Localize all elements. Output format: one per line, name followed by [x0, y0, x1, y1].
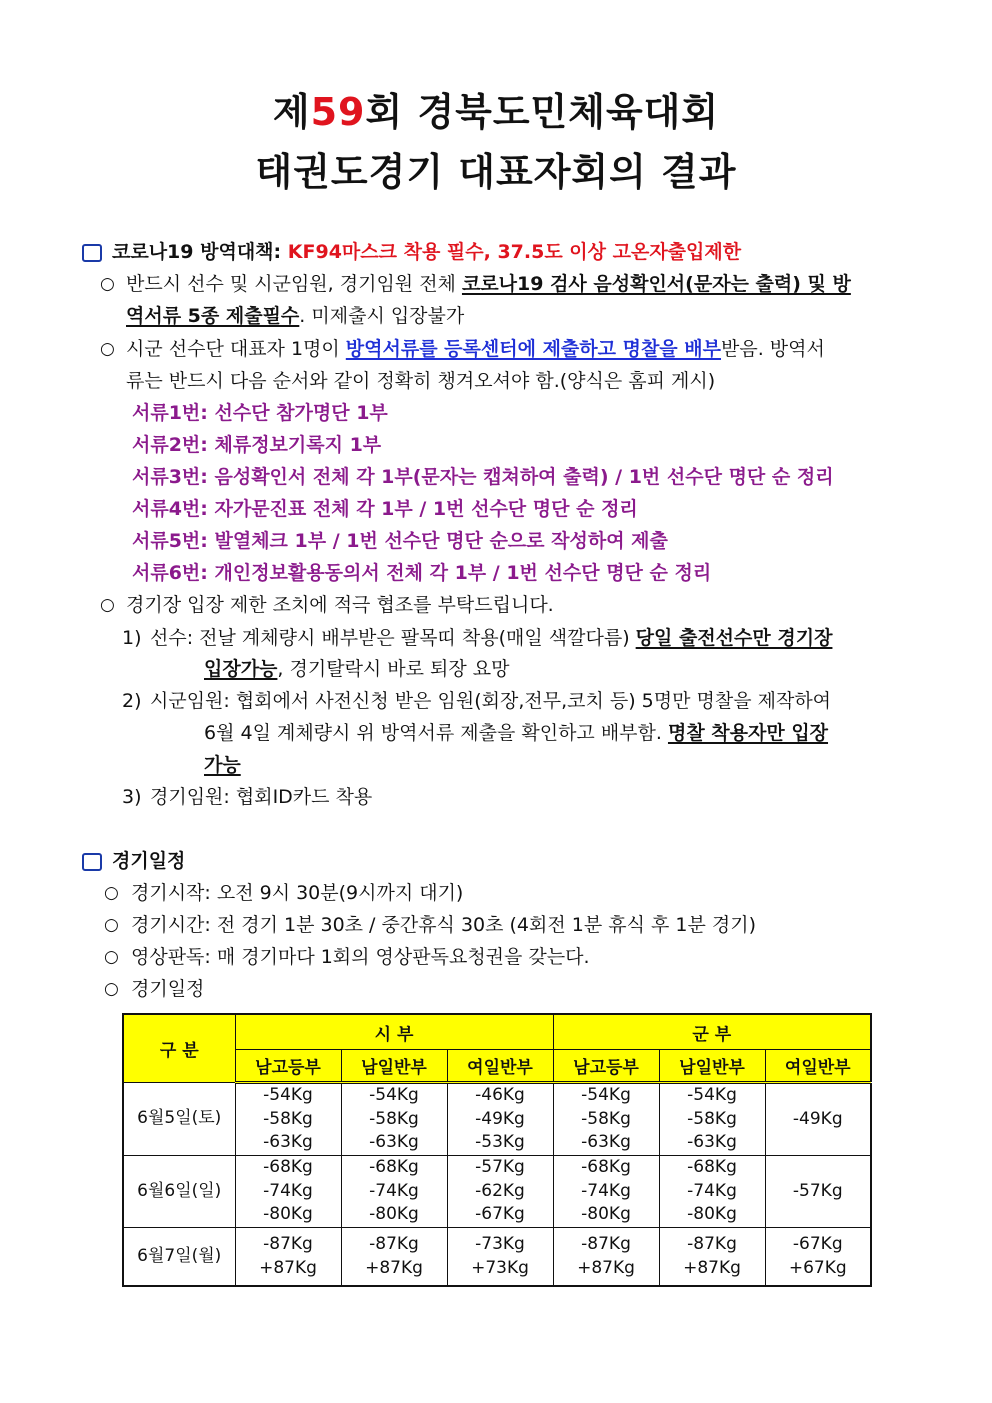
item1-emphasis-cont: 역서류 5종 제출필수	[126, 305, 300, 327]
weight-class: -54Kg	[263, 1085, 313, 1106]
schedule-label-text: 경기일정	[131, 978, 205, 1000]
item1-emphasis: 코로나19 검사 음성확인서(문자는 출력) 및 방	[461, 273, 851, 295]
weight-class: -46Kg	[475, 1085, 525, 1106]
sub1-number: 1)	[122, 627, 142, 649]
date-cell: 6월6일(일)	[123, 1156, 235, 1228]
document-title	[0, 82, 992, 202]
weight-class-cell	[659, 1228, 765, 1287]
date-cell: 6월7일(월)	[123, 1228, 235, 1287]
weight-class: -63Kg	[263, 1132, 313, 1153]
title-line-2: 태권도경기 대표자회의 결과	[255, 150, 737, 194]
weight-class: -49Kg	[792, 1108, 843, 1129]
column-header: 여일반부	[447, 1050, 553, 1083]
sub2-line1: 시군임원: 협회에서 사전신청 받은 임원(회장,전무,코치 등) 5명만 명찰을 제작하여	[150, 690, 832, 712]
weight-class: -67Kg	[475, 1204, 525, 1225]
weight-class: -87Kg	[263, 1234, 313, 1254]
item1-text: 반드시 선수 및 시군임원, 경기임원 전체	[126, 273, 462, 295]
circle-bullet-icon: ○	[104, 979, 119, 999]
section-checkbox-icon	[82, 853, 102, 871]
doc-item-4: 서류4번: 자가문진표 전체 각 1부 / 1번 선수단 명단 순 정리	[132, 498, 638, 520]
weight-class: -73Kg	[475, 1234, 525, 1254]
weight-class-cell	[341, 1228, 447, 1287]
weight-class-cell	[341, 1156, 447, 1228]
schedule-table	[122, 1013, 872, 1287]
weight-class: -74Kg	[687, 1180, 737, 1201]
sub1-rest: , 경기탈락시 바로 퇴장 요망	[277, 658, 510, 680]
column-header: 여일반부	[765, 1050, 871, 1083]
weight-class: -68Kg	[687, 1157, 737, 1178]
weight-class: -80Kg	[263, 1204, 313, 1225]
circle-bullet-icon: ○	[100, 339, 115, 359]
weight-class-cell	[235, 1228, 341, 1287]
weight-class: -68Kg	[369, 1157, 419, 1178]
circle-bullet-icon: ○	[104, 883, 119, 903]
weight-class: +87Kg	[683, 1257, 741, 1278]
weight-class: -80Kg	[687, 1204, 737, 1225]
sub1-line1	[150, 626, 832, 650]
weight-class: +87Kg	[365, 1257, 423, 1278]
doc-item-3: 서류3번: 음성확인서 전체 각 1부(문자는 캡쳐하여 출력) / 1번 선수단 명단 순 정리	[132, 466, 834, 488]
table-row	[123, 1228, 871, 1287]
table-corner-header: 구 분	[123, 1014, 235, 1083]
sub2-number: 2)	[122, 690, 142, 712]
item2-text: 시군 선수단 대표자 1명이	[126, 338, 346, 360]
weight-class-cell	[765, 1228, 871, 1287]
weight-class: -63Kg	[687, 1132, 737, 1153]
weight-class: -87Kg	[369, 1234, 419, 1254]
item2-text-end: 받음. 방역서	[720, 338, 825, 360]
sub1-emphasis: 당일 출전선수만 경기장	[635, 627, 833, 649]
sub2-text: 6월 4일 계체량시 위 방역서류 제출을 확인하고 배부함.	[204, 722, 668, 744]
sub3-text: 경기임원: 협회ID카드 착용	[150, 786, 373, 808]
doc-item-5: 서류5번: 발열체크 1부 / 1번 선수단 명단 순으로 작성하여 제출	[132, 530, 668, 552]
doc-item-2: 서류2번: 체류정보기록지 1부	[132, 434, 382, 456]
item2-line2: 류는 반드시 다음 순서와 같이 정확히 챙겨오셔야 함.(양식은 홈피 게시)	[126, 370, 716, 392]
item2-line1	[126, 337, 825, 361]
table-row	[123, 1083, 871, 1156]
column-header: 남고등부	[553, 1050, 659, 1083]
weight-class: -57Kg	[475, 1157, 525, 1178]
weight-class-cell	[235, 1083, 341, 1156]
weight-class-cell	[659, 1083, 765, 1156]
entry-restriction-text: 경기장 입장 제한 조치에 적극 협조를 부탁드립니다.	[126, 594, 554, 616]
weight-class: +87Kg	[577, 1257, 635, 1278]
title-prefix: 제	[272, 90, 311, 134]
weight-class: +87Kg	[259, 1257, 317, 1278]
weight-class: -67Kg	[792, 1234, 843, 1254]
weight-class: -80Kg	[369, 1204, 419, 1225]
sub1-line2	[204, 657, 510, 681]
weight-class-cell	[553, 1228, 659, 1287]
sub2-line3: 가능	[204, 754, 241, 776]
column-header: 남일반부	[659, 1050, 765, 1083]
section1-heading-warning: KF94마스크 착용 필수, 37.5도 이상 고온자출입제한	[287, 241, 742, 263]
weight-class: -63Kg	[369, 1132, 419, 1153]
weight-class: -54Kg	[369, 1085, 419, 1106]
circle-bullet-icon: ○	[104, 947, 119, 967]
weight-class: -58Kg	[687, 1108, 737, 1129]
section2-heading: 경기일정	[112, 850, 186, 872]
weight-class: -74Kg	[369, 1180, 419, 1201]
weight-class-cell	[765, 1083, 871, 1156]
doc-item-6: 서류6번: 개인정보활용동의서 전체 각 1부 / 1번 선수단 명단 순 정리	[132, 562, 712, 584]
schedule-time-text: 경기시간: 전 경기 1분 30초 / 중간휴식 30초 (4회전 1분 휴식 후 1분 경기)	[131, 914, 756, 936]
sub1-emphasis-cont: 입장가능	[204, 658, 278, 680]
weight-class: -62Kg	[475, 1180, 525, 1201]
weight-class: -63Kg	[581, 1132, 631, 1153]
item2-emphasis: 방역서류를 등록센터에 제출하고 명찰을 배부	[345, 338, 721, 360]
item1-line2	[126, 304, 464, 328]
title-edition-number: 59	[310, 90, 366, 134]
weight-class: -49Kg	[475, 1108, 525, 1129]
weight-class: -54Kg	[687, 1085, 737, 1106]
column-header: 남고등부	[235, 1050, 341, 1083]
weight-class-cell	[659, 1156, 765, 1228]
weight-class: -68Kg	[581, 1157, 631, 1178]
schedule-start-text: 경기시작: 오전 9시 30분(9시까지 대기)	[131, 882, 464, 904]
weight-class: -58Kg	[263, 1108, 313, 1129]
weight-class: -58Kg	[581, 1108, 631, 1129]
item1-rest: . 미제출시 입장불가	[299, 305, 465, 327]
weight-class: -74Kg	[263, 1180, 313, 1201]
weight-class-cell	[235, 1156, 341, 1228]
weight-class-cell	[553, 1156, 659, 1228]
circle-bullet-icon: ○	[100, 595, 115, 615]
weight-class-cell	[765, 1156, 871, 1228]
section1-heading-label: 코로나19 방역대책:	[112, 241, 282, 263]
weight-class: -54Kg	[581, 1085, 631, 1106]
section-checkbox-icon	[82, 244, 102, 262]
weight-class-cell	[447, 1083, 553, 1156]
table-row	[123, 1156, 871, 1228]
title-line-1	[0, 82, 992, 142]
weight-class-cell	[553, 1083, 659, 1156]
weight-class-cell	[341, 1083, 447, 1156]
weight-class: -87Kg	[687, 1234, 737, 1254]
section1-heading	[112, 240, 741, 264]
weight-class-cell	[447, 1228, 553, 1287]
group-header-county: 군 부	[553, 1014, 871, 1050]
weight-class: +73Kg	[471, 1257, 529, 1278]
schedule-video-text: 영상판독: 매 경기마다 1회의 영상판독요청권을 갖는다.	[131, 946, 590, 968]
date-cell: 6월5일(토)	[123, 1083, 235, 1156]
weight-class: +67Kg	[788, 1257, 847, 1278]
item1-line1	[126, 272, 851, 296]
sub1-text: 선수: 전날 계체량시 배부받은 팔목띠 착용(매일 색깔다름)	[150, 627, 636, 649]
sub3-number: 3)	[122, 786, 142, 808]
sub2-emphasis: 명찰 착용자만 입장	[667, 722, 829, 744]
circle-bullet-icon: ○	[104, 915, 119, 935]
weight-class: -53Kg	[475, 1132, 525, 1153]
weight-class: -58Kg	[369, 1108, 419, 1129]
doc-item-1: 서류1번: 선수단 참가명단 1부	[132, 402, 388, 424]
group-header-city: 시 부	[235, 1014, 553, 1050]
column-header: 남일반부	[341, 1050, 447, 1083]
weight-class: -87Kg	[581, 1234, 631, 1254]
title-suffix: 회 경북도민체육대회	[365, 90, 720, 134]
sub2-line2	[204, 721, 828, 745]
weight-class: -57Kg	[792, 1180, 843, 1201]
weight-class: -80Kg	[581, 1204, 631, 1225]
weight-class: -74Kg	[581, 1180, 631, 1201]
circle-bullet-icon: ○	[100, 274, 115, 294]
weight-class-cell	[447, 1156, 553, 1228]
weight-class: -68Kg	[263, 1157, 313, 1178]
